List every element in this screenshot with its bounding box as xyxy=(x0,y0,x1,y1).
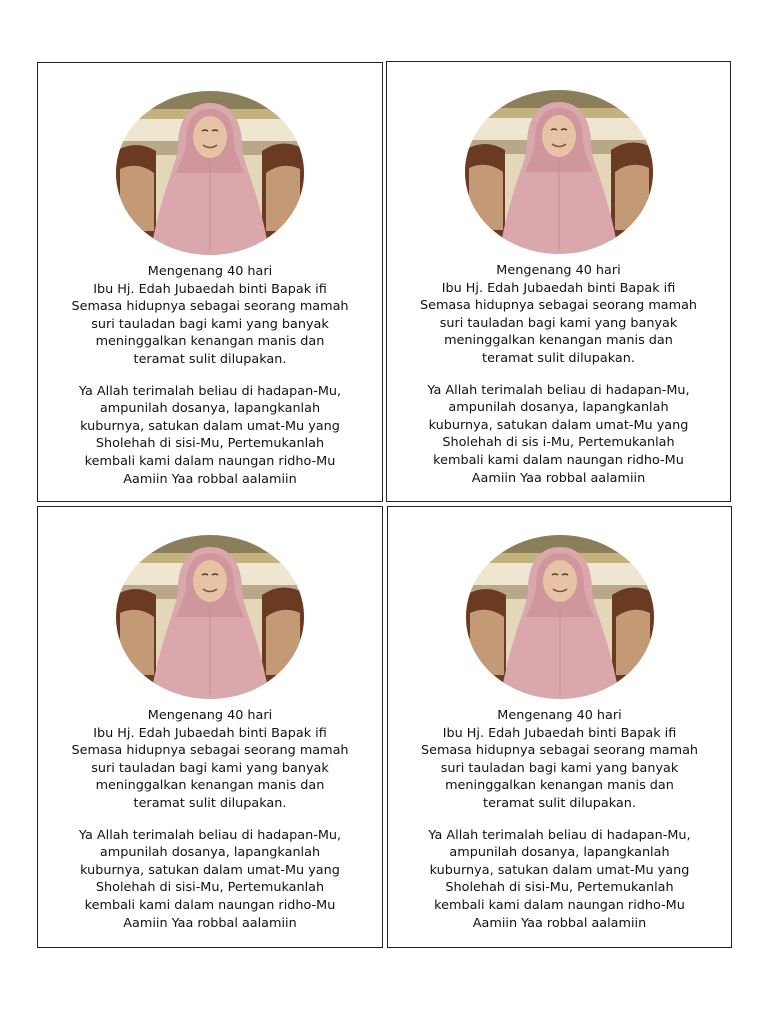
tribute-paragraph xyxy=(388,742,731,812)
tribute-line: suri tauladan bagi kami yang banyak xyxy=(91,316,329,332)
paragraph-gap xyxy=(388,813,731,827)
tribute-line: suri tauladan bagi kami yang banyak xyxy=(91,760,329,776)
prayer-line: kuburnya, satukan dalam umat-Mu yang xyxy=(429,862,690,878)
portrait-photo-image xyxy=(466,535,654,699)
prayer-line: Ya Allah terimalah beliau di hadapan-Mu, xyxy=(427,382,690,398)
tribute-line: Semasa hidupnya sebagai seorang mamah xyxy=(71,299,349,315)
tribute-paragraph xyxy=(387,297,730,367)
card-text xyxy=(388,707,731,932)
card-heading: Mengenang 40 hari xyxy=(147,708,273,723)
tribute-line: meninggalkan kenangan manis dan xyxy=(444,333,673,349)
memorial-card-3 xyxy=(37,506,383,948)
prayer-paragraph xyxy=(388,827,731,933)
tribute-line: teramat sulit dilupakan. xyxy=(133,795,287,811)
tribute-paragraph xyxy=(38,298,382,368)
portrait-photo xyxy=(466,535,654,699)
paragraph-gap xyxy=(387,368,730,382)
tribute-line: suri tauladan bagi kami yang banyak xyxy=(440,760,679,776)
card-heading: Mengenang 40 hari xyxy=(497,708,622,723)
tribute-line: teramat sulit dilupakan. xyxy=(482,350,635,366)
prayer-line: Aamiin Yaa robbal aalamiin xyxy=(123,471,297,487)
card-text xyxy=(38,263,382,488)
tribute-line: meninggalkan kenangan manis dan xyxy=(445,778,674,794)
tribute-line: teramat sulit dilupakan. xyxy=(483,795,636,811)
card-text xyxy=(38,707,382,932)
prayer-line: Ya Allah terimalah beliau di hadapan-Mu, xyxy=(78,383,342,399)
portrait-photo xyxy=(116,91,304,255)
tribute-line: Semasa hidupnya sebagai seorang mamah xyxy=(71,743,349,759)
portrait-photo-image xyxy=(116,535,304,699)
memorial-card-1 xyxy=(37,62,383,502)
prayer-line: Aamiin Yaa robbal aalamiin xyxy=(123,915,297,931)
prayer-line: ampunilah dosanya, lapangkanlah xyxy=(448,400,669,416)
tribute-line: Semasa hidupnya sebagai seorang mamah xyxy=(419,298,698,314)
portrait-photo-image xyxy=(116,91,304,255)
prayer-line: Ya Allah terimalah beliau di hadapan-Mu, xyxy=(78,827,342,843)
portrait-photo-image xyxy=(465,90,653,254)
deceased-name: Ibu Hj. Edah Jubaedah binti Bapak ifi xyxy=(93,281,327,297)
prayer-line: kembali kami dalam naungan ridho-Mu xyxy=(84,897,336,913)
prayer-line: kembali kami dalam naungan ridho-Mu xyxy=(433,452,684,468)
card-heading: Mengenang 40 hari xyxy=(496,263,621,278)
memorial-card-2 xyxy=(386,61,731,502)
prayer-line: Ya Allah terimalah beliau di hadapan-Mu, xyxy=(428,827,691,843)
prayer-paragraph xyxy=(387,382,730,488)
paragraph-gap xyxy=(38,369,382,383)
tribute-line: meninggalkan kenangan manis dan xyxy=(95,334,325,350)
tribute-line: Semasa hidupnya sebagai seorang mamah xyxy=(420,743,699,759)
prayer-line: kuburnya, satukan dalam umat-Mu yang xyxy=(80,862,340,878)
card-text xyxy=(387,262,730,487)
prayer-line: Aamiin Yaa robbal aalamiin xyxy=(471,470,646,486)
deceased-name: Ibu Hj. Edah Jubaedah binti Bapak ifi xyxy=(442,725,677,741)
prayer-line: Sholehah di sisi-Mu, Pertemukanlah xyxy=(95,880,325,896)
prayer-line: Aamiin Yaa robbal aalamiin xyxy=(472,915,647,931)
tribute-line: meninggalkan kenangan manis dan xyxy=(95,778,325,794)
prayer-line: ampunilah dosanya, lapangkanlah xyxy=(99,845,321,861)
card-heading: Mengenang 40 hari xyxy=(147,264,273,279)
deceased-name: Ibu Hj. Edah Jubaedah binti Bapak ifi xyxy=(441,280,676,296)
deceased-name: Ibu Hj. Edah Jubaedah binti Bapak ifi xyxy=(93,725,327,741)
prayer-line: kuburnya, satukan dalam umat-Mu yang xyxy=(428,417,689,433)
prayer-line: kuburnya, satukan dalam umat-Mu yang xyxy=(80,418,340,434)
portrait-photo xyxy=(465,90,653,254)
prayer-line: kembali kami dalam naungan ridho-Mu xyxy=(84,453,336,469)
tribute-line: teramat sulit dilupakan. xyxy=(133,351,287,367)
memorial-card-4 xyxy=(387,506,732,948)
prayer-line: Sholehah di sis i-Mu, Pertemukanlah xyxy=(442,435,675,451)
paragraph-gap xyxy=(38,813,382,827)
prayer-line: Sholehah di sisi-Mu, Pertemukanlah xyxy=(445,880,674,896)
tribute-line: suri tauladan bagi kami yang banyak xyxy=(439,315,678,331)
prayer-line: kembali kami dalam naungan ridho-Mu xyxy=(434,897,685,913)
prayer-paragraph xyxy=(38,383,382,489)
prayer-line: ampunilah dosanya, lapangkanlah xyxy=(99,401,321,417)
portrait-photo xyxy=(116,535,304,699)
tribute-paragraph xyxy=(38,742,382,812)
prayer-paragraph xyxy=(38,827,382,933)
prayer-line: Sholehah di sisi-Mu, Pertemukanlah xyxy=(95,436,325,452)
prayer-line: ampunilah dosanya, lapangkanlah xyxy=(449,845,670,861)
